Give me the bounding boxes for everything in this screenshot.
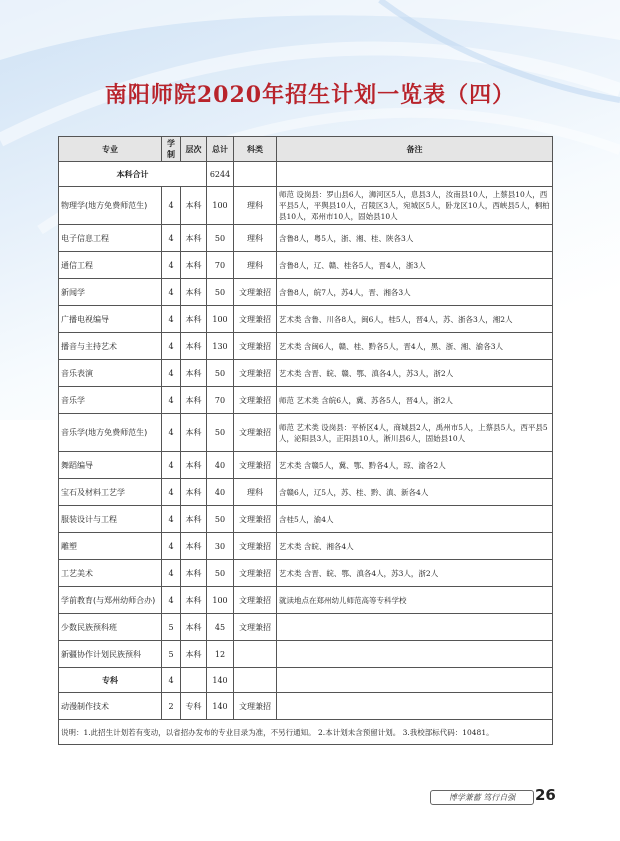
- note-cell: 师范 艺术类 设岗县：平桥区4人，商城县2人，禹州市5人，上蔡县5人，西平县5人，泌阳县3人，正阳县10人，淅川县6人，固始县10人: [277, 414, 553, 452]
- table-row: [59, 587, 553, 614]
- years-cell: 5: [162, 641, 181, 668]
- years-cell: 4: [162, 387, 181, 414]
- years-cell: 4: [162, 360, 181, 387]
- table-row: [59, 187, 553, 225]
- table-row: [59, 560, 553, 587]
- remark-text: 说明：1.此招生计划若有变动，以省招办发布的专业目录为准，不另行通知。 2.本计划未含预留计划。 3.我校部标代码：10481。: [59, 720, 553, 745]
- category-cell: 理科: [234, 252, 277, 279]
- table-row: [59, 479, 553, 506]
- total-cell: 40: [207, 479, 234, 506]
- total-cell: 100: [207, 587, 234, 614]
- major-cell: 工艺美术: [59, 560, 162, 587]
- category-cell: 文理兼招: [234, 279, 277, 306]
- note-cell: 艺术类 含晋、皖、赣、鄂、滇各4人，苏3人，浙2人: [277, 360, 553, 387]
- total-cell: 140: [207, 693, 234, 720]
- years-cell: 2: [162, 693, 181, 720]
- table-row: [59, 225, 553, 252]
- level-cell: 本科: [181, 506, 207, 533]
- table-row-zhuanke: [59, 668, 553, 693]
- years-cell: 4: [162, 479, 181, 506]
- level-cell: 本科: [181, 279, 207, 306]
- table-row-remark: [59, 720, 553, 745]
- note-cell: [277, 614, 553, 641]
- major-cell: 音乐学(地方免费师范生): [59, 414, 162, 452]
- years-cell: 5: [162, 614, 181, 641]
- level-cell: 本科: [181, 187, 207, 225]
- category-cell: 文理兼招: [234, 533, 277, 560]
- total-cell: 12: [207, 641, 234, 668]
- note-cell: 艺术类 含赣5人，冀、鄂、黔各4人，琼、渝各2人: [277, 452, 553, 479]
- level-cell: 本科: [181, 225, 207, 252]
- zhuanke-label: 专科: [59, 668, 162, 693]
- total-cell: 70: [207, 387, 234, 414]
- total-cell: 50: [207, 360, 234, 387]
- note-cell: [277, 693, 553, 720]
- category-cell: 文理兼招: [234, 333, 277, 360]
- header-major: 专业: [59, 137, 162, 162]
- level-cell: 本科: [181, 479, 207, 506]
- note-cell: 艺术类 含晋、皖、鄂、滇各4人，苏3人，浙2人: [277, 560, 553, 587]
- table-row: [59, 414, 553, 452]
- enrollment-plan-table: [58, 136, 553, 745]
- note-cell: 师范 艺术类 含皖6人，冀、苏各5人，晋4人，浙2人: [277, 387, 553, 414]
- page-number: 26: [535, 786, 556, 804]
- major-cell: 宝石及材料工艺学: [59, 479, 162, 506]
- total-label: 本科合计: [59, 162, 207, 187]
- category-cell: [234, 641, 277, 668]
- table-row: [59, 533, 553, 560]
- category-cell: 理科: [234, 187, 277, 225]
- years-cell: 4: [162, 306, 181, 333]
- note-cell: 艺术类 含闽6人，赣、桂、黔各5人，晋4人，黑、浙、湘、渝各3人: [277, 333, 553, 360]
- note-cell: 就读地点在郑州幼儿师范高等专科学校: [277, 587, 553, 614]
- note-cell: 含鲁8人，皖7人，苏4人，晋、湘各3人: [277, 279, 553, 306]
- header-years: 学制: [162, 137, 181, 162]
- major-cell: 动漫制作技术: [59, 693, 162, 720]
- level-cell: 本科: [181, 333, 207, 360]
- table-row: [59, 333, 553, 360]
- page-title: 南阳师院2020年招生计划一览表（四）: [104, 82, 516, 108]
- years-cell: 4: [162, 452, 181, 479]
- level-cell: 本科: [181, 414, 207, 452]
- major-cell: 通信工程: [59, 252, 162, 279]
- category-cell: 文理兼招: [234, 693, 277, 720]
- years-cell: 4: [162, 587, 181, 614]
- table-row: [59, 387, 553, 414]
- zhuanke-years: 4: [162, 668, 181, 693]
- level-cell: 本科: [181, 452, 207, 479]
- empty-cell: [181, 668, 207, 693]
- level-cell: 本科: [181, 641, 207, 668]
- major-cell: 服装设计与工程: [59, 506, 162, 533]
- level-cell: 本科: [181, 252, 207, 279]
- total-cell: 50: [207, 560, 234, 587]
- header-note: 备注: [277, 137, 553, 162]
- footer-motto: 博学兼蓄 笃行自强: [430, 790, 534, 805]
- empty-cell: [234, 668, 277, 693]
- table-row: [59, 452, 553, 479]
- table-row: [59, 360, 553, 387]
- category-cell: 理科: [234, 225, 277, 252]
- major-cell: 学前教育(与郑州幼师合办): [59, 587, 162, 614]
- major-cell: 音乐表演: [59, 360, 162, 387]
- major-cell: 新疆协作计划民族预科: [59, 641, 162, 668]
- total-cell: 30: [207, 533, 234, 560]
- table-row: [59, 641, 553, 668]
- level-cell: 本科: [181, 387, 207, 414]
- table-row-total: [59, 162, 553, 187]
- empty-cell: [277, 162, 553, 187]
- note-cell: 含鲁8人，粤5人，浙、湘、桂、陕各3人: [277, 225, 553, 252]
- major-cell: 广播电视编导: [59, 306, 162, 333]
- empty-cell: [234, 162, 277, 187]
- total-cell: 130: [207, 333, 234, 360]
- total-cell: 50: [207, 279, 234, 306]
- category-cell: 文理兼招: [234, 414, 277, 452]
- table-row: [59, 306, 553, 333]
- table-row: [59, 693, 553, 720]
- total-cell: 45: [207, 614, 234, 641]
- major-cell: 电子信息工程: [59, 225, 162, 252]
- table-row: [59, 614, 553, 641]
- years-cell: 4: [162, 414, 181, 452]
- category-cell: 文理兼招: [234, 360, 277, 387]
- total-cell: 50: [207, 414, 234, 452]
- header-category: 科类: [234, 137, 277, 162]
- total-cell: 50: [207, 225, 234, 252]
- major-cell: 物理学(地方免费师范生): [59, 187, 162, 225]
- table-header-row: [59, 137, 553, 162]
- years-cell: 4: [162, 533, 181, 560]
- level-cell: 本科: [181, 560, 207, 587]
- total-cell: 100: [207, 306, 234, 333]
- total-cell: 50: [207, 506, 234, 533]
- note-cell: 含鲁8人，辽、赣、桂各5人，晋4人，浙3人: [277, 252, 553, 279]
- category-cell: 文理兼招: [234, 614, 277, 641]
- empty-cell: [277, 668, 553, 693]
- major-cell: 新闻学: [59, 279, 162, 306]
- category-cell: 文理兼招: [234, 587, 277, 614]
- years-cell: 4: [162, 560, 181, 587]
- category-cell: 文理兼招: [234, 452, 277, 479]
- note-cell: [277, 641, 553, 668]
- years-cell: 4: [162, 279, 181, 306]
- level-cell: 本科: [181, 614, 207, 641]
- total-cell: 70: [207, 252, 234, 279]
- total-cell: 100: [207, 187, 234, 225]
- category-cell: 文理兼招: [234, 506, 277, 533]
- years-cell: 4: [162, 187, 181, 225]
- table-body: [59, 162, 553, 745]
- note-cell: 艺术类 含鲁、川各8人，闽6人，桂5人，晋4人，苏、浙各3人，湘2人: [277, 306, 553, 333]
- table-row: [59, 279, 553, 306]
- zhuanke-total: 140: [207, 668, 234, 693]
- years-cell: 4: [162, 333, 181, 360]
- level-cell: 本科: [181, 533, 207, 560]
- total-value: 6244: [207, 162, 234, 187]
- major-cell: 雕塑: [59, 533, 162, 560]
- header-level: 层次: [181, 137, 207, 162]
- level-cell: 本科: [181, 587, 207, 614]
- table-row: [59, 506, 553, 533]
- major-cell: 少数民族预科班: [59, 614, 162, 641]
- category-cell: 文理兼招: [234, 560, 277, 587]
- table-row: [59, 252, 553, 279]
- note-cell: 师范 设岗县：罗山县6人，浉河区5人，息县3人，汝南县10人，上蔡县10人，西平县5人，平舆县10人，召陵区3人，宛城区5人，卧龙区10人，西峡县5人，桐柏县10人，邓州市10人，固始县10人: [277, 187, 553, 225]
- level-cell: 本科: [181, 306, 207, 333]
- years-cell: 4: [162, 252, 181, 279]
- header-total: 总计: [207, 137, 234, 162]
- major-cell: 舞蹈编导: [59, 452, 162, 479]
- years-cell: 4: [162, 225, 181, 252]
- note-cell: 含桂5人，渝4人: [277, 506, 553, 533]
- category-cell: 文理兼招: [234, 306, 277, 333]
- years-cell: 4: [162, 506, 181, 533]
- level-cell: 专科: [181, 693, 207, 720]
- major-cell: 播音与主持艺术: [59, 333, 162, 360]
- total-cell: 40: [207, 452, 234, 479]
- category-cell: 文理兼招: [234, 387, 277, 414]
- category-cell: 理科: [234, 479, 277, 506]
- major-cell: 音乐学: [59, 387, 162, 414]
- level-cell: 本科: [181, 360, 207, 387]
- note-cell: 艺术类 含皖、湘各4人: [277, 533, 553, 560]
- note-cell: 含赣6人，辽5人，苏、桂、黔、滇、新各4人: [277, 479, 553, 506]
